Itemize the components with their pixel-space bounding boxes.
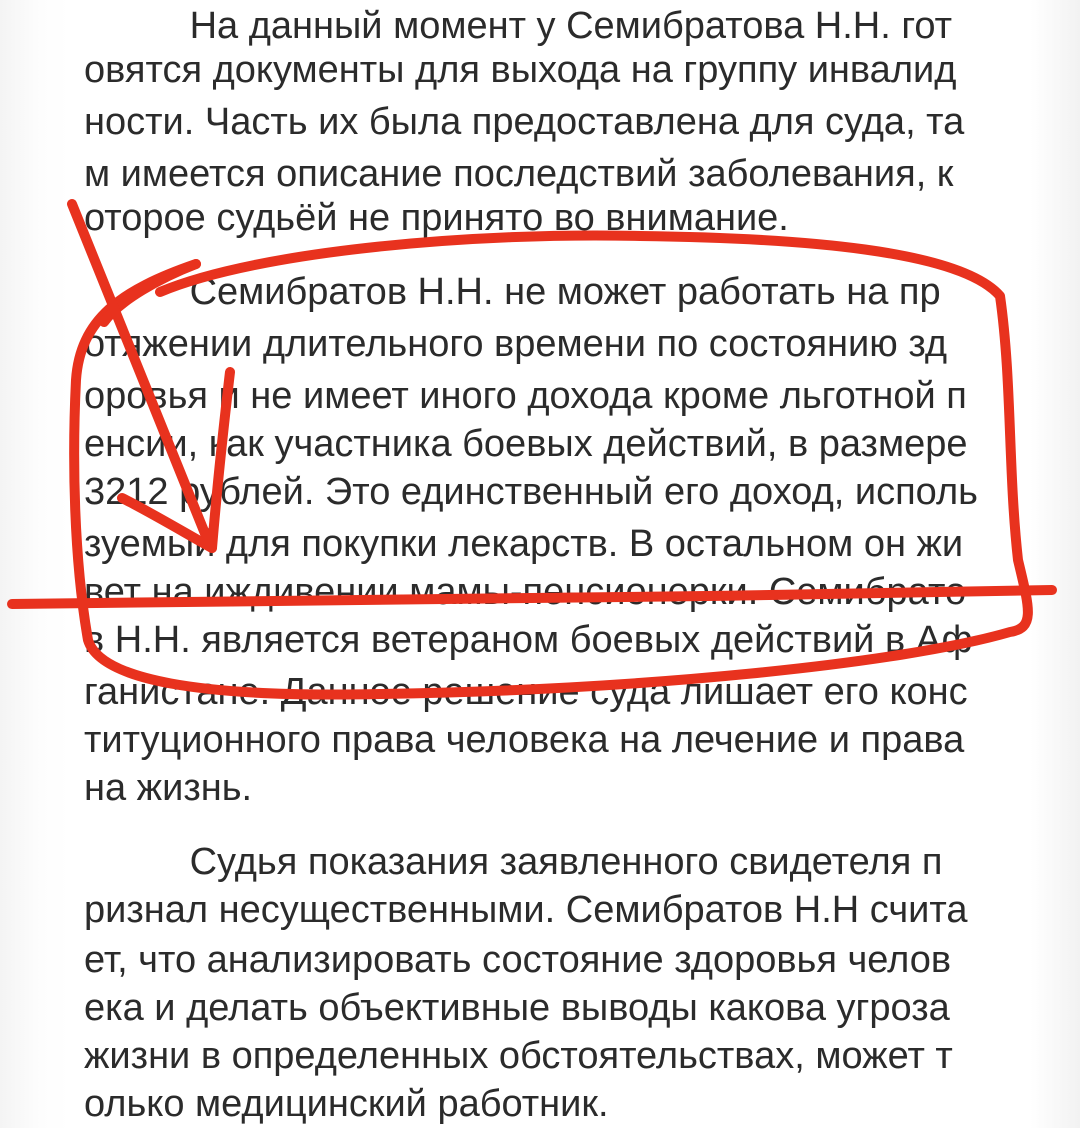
text-line: енсии, как участника боевых действий, в размере (84, 423, 968, 465)
text-line: ности. Часть их была предоставлена для суда, та (84, 101, 965, 143)
text-line: На данный момент у Семибратова Н.Н. гот (84, 5, 953, 47)
text-line: 3212 рублей. Это единственный его доход, исполь (84, 471, 978, 513)
text-line: Семибратов Н.Н. не может работать на пр (84, 271, 941, 313)
text-line: оторое судьёй не принято во внимание. (84, 197, 789, 239)
text-line: ет, что анализировать состояние здоровья челов (84, 939, 952, 981)
text-line: титуционного права человека на лечение и права (84, 719, 965, 761)
text-line: зуемый для покупки лекарств. В остальном он жи (84, 523, 964, 565)
text-line: отяжении длительного времени по состоянию зд (84, 323, 948, 365)
text-line: в Н.Н. является ветераном боевых действий в Аф (84, 619, 973, 661)
text-line: на жизнь. (84, 767, 253, 809)
text-line: ризнал несущественными. Семибратов Н.Н счита (84, 889, 968, 931)
text-line: оровья и не имеет иного дохода кроме льготной п (84, 375, 967, 417)
text-line: жизни в определенных обстоятельствах, может т (84, 1035, 953, 1077)
text-line: вет на иждивении мамы-пенсионерки. Семибрато (84, 571, 967, 613)
text-line: овятся документы для выхода на группу инвалид (84, 49, 957, 91)
text-line: м имеется описание последствий заболевания, к (84, 153, 954, 195)
text-line: ека и делать объективные выводы какова угроза (84, 987, 950, 1029)
text-line: ганистане. Данное решение суда лишает его конс (84, 671, 968, 713)
text-line: Судья показания заявленного свидетеля п (84, 841, 943, 883)
text-line: олько медицинский работник. (84, 1083, 609, 1125)
